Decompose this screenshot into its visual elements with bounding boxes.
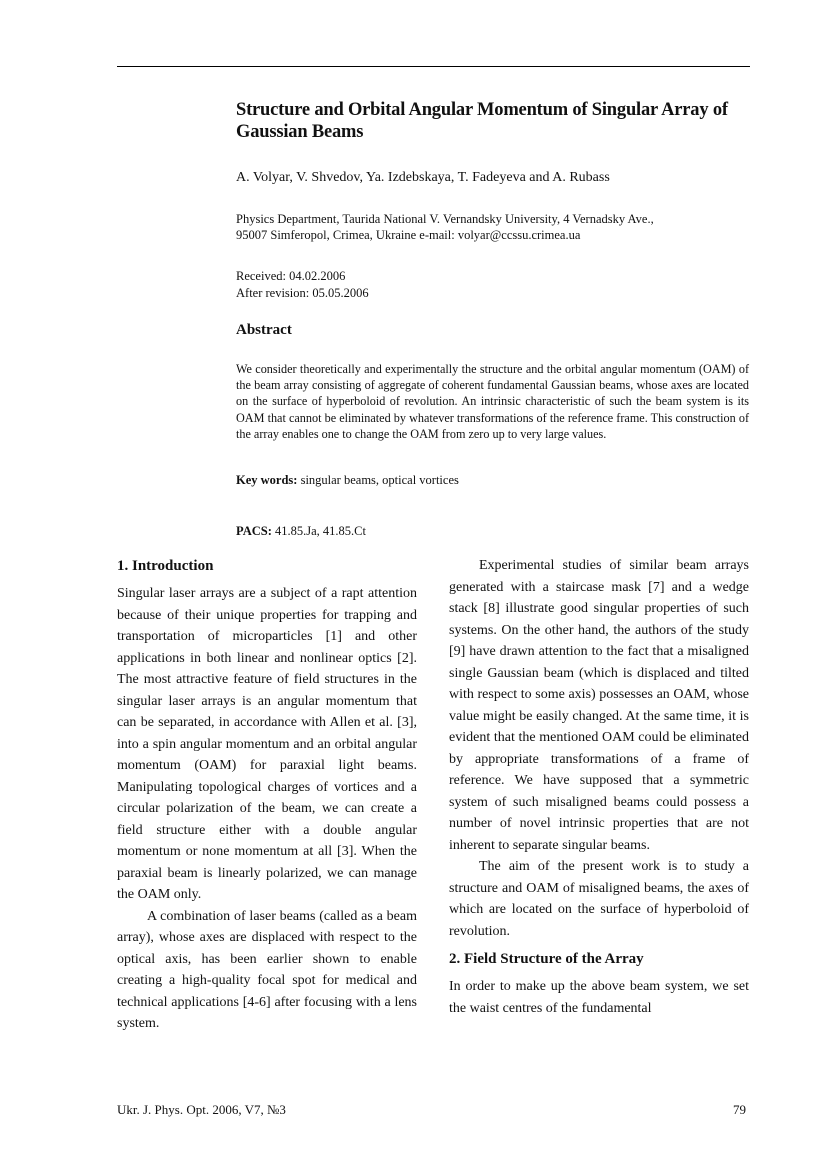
received-date: Received: 04.02.2006: [236, 269, 346, 283]
left-column: [117, 555, 417, 1035]
section-2-paragraph-1: In order to make up the above beam system, we set the waist centres of the fundamental: [449, 979, 749, 1016]
pacs-label: PACS:: [236, 524, 272, 538]
journal-citation: Ukr. J. Phys. Opt. 2006, V7, №3: [117, 1102, 286, 1117]
intro-paragraph-4: The aim of the present work is to study a structure and OAM of misaligned beams, the axes of which are located on the surface of hyperboloid of revolution.: [449, 859, 749, 939]
right-column: [449, 555, 749, 1019]
abstract-heading: Abstract: [236, 322, 292, 338]
intro-paragraph-2: A combination of laser beams (called as a beam array), whose axes are displaced with respect to the optical axis, has been earlier shown to enable creating a high-quality focal spot for medical and technical applications [4-6] after focusing with a lens system.: [117, 908, 417, 1031]
pacs-value: 41.85.Ja, 41.85.Ct: [275, 524, 366, 538]
intro-heading: 1. Introduction: [117, 558, 214, 574]
intro-paragraph-1: Singular laser arrays are a subject of a rapt attention because of their unique properties for trapping and transportation of microparticles [1] and other applications in both linear and nonlinear optics [2]. The most attractive feature of field structures in the singular laser arrays is an angular momentum that can be separated, in accordance with Allen et al. [3], into a spin angular momentum and an orbital angular momentum (OAM) for paraxial light beams. Manipulating topological charges of vortices and a circular polarization of the beam, we can create a field structure either with a double angular momentum or none momentum at all [3]. When the paraxial beam is linearly polarized, we can manage the OAM only.: [117, 586, 417, 902]
affiliation: [236, 211, 756, 243]
affiliation-line-2: 95007 Simferopol, Crimea, Ukraine e-mail: volyar@ccssu.crimea.ua: [236, 228, 581, 242]
keywords-label: Key words:: [236, 473, 298, 487]
intro-paragraph-3: Experimental studies of similar beam arrays generated with a staircase mask [7] and a wedge stack [8] illustrate good singular properties of such systems. On the other hand, the authors of the study [9] have drawn attention to the fact that a misaligned single Gaussian beam (which is displaced and tilted with respect to some axis) possesses an OAM, whose value might be easily changed. At the same time, it is evident that the mentioned OAM could be eliminated by appropriate transformations of a frame of reference. We have supposed that a symmetric system of such misaligned beams could possess a number of novel intrinsic properties that are not inherent to separate singular beams.: [449, 558, 749, 853]
page-number: 79: [733, 1102, 746, 1117]
revision-date: After revision: 05.05.2006: [236, 285, 369, 300]
author-list: A. Volyar, V. Shvedov, Ya. Izdebskaya, T. Fadeyeva and A. Rubass: [236, 170, 610, 185]
abstract-text: We consider theoretically and experimentally the structure and the orbital angular momentum (OAM) of the beam array consisting of aggregate of coherent fundamental Gaussian beams, whose axes are located on the surface of hyperboloid of revolution. An intrinsic characteristic of such the beam system is its OAM that cannot be eliminated by whatever transformations of the reference frame. This construction of the array enables one to change the OAM from zero up to very large values.: [236, 362, 749, 441]
affiliation-line-1: Physics Department, Taurida National V. Vernandsky University, 4 Vernadsky Ave.,: [236, 212, 654, 226]
submission-dates: [236, 268, 756, 301]
paper-title: Structure and Orbital Angular Momentum of Singular Array of Gaussian Beams: [236, 100, 728, 142]
header-rule: [117, 66, 750, 67]
pacs: [236, 524, 366, 539]
section-2-heading: 2. Field Structure of the Array: [449, 951, 644, 967]
keywords: [236, 473, 459, 488]
keywords-value: singular beams, optical vortices: [300, 473, 459, 487]
